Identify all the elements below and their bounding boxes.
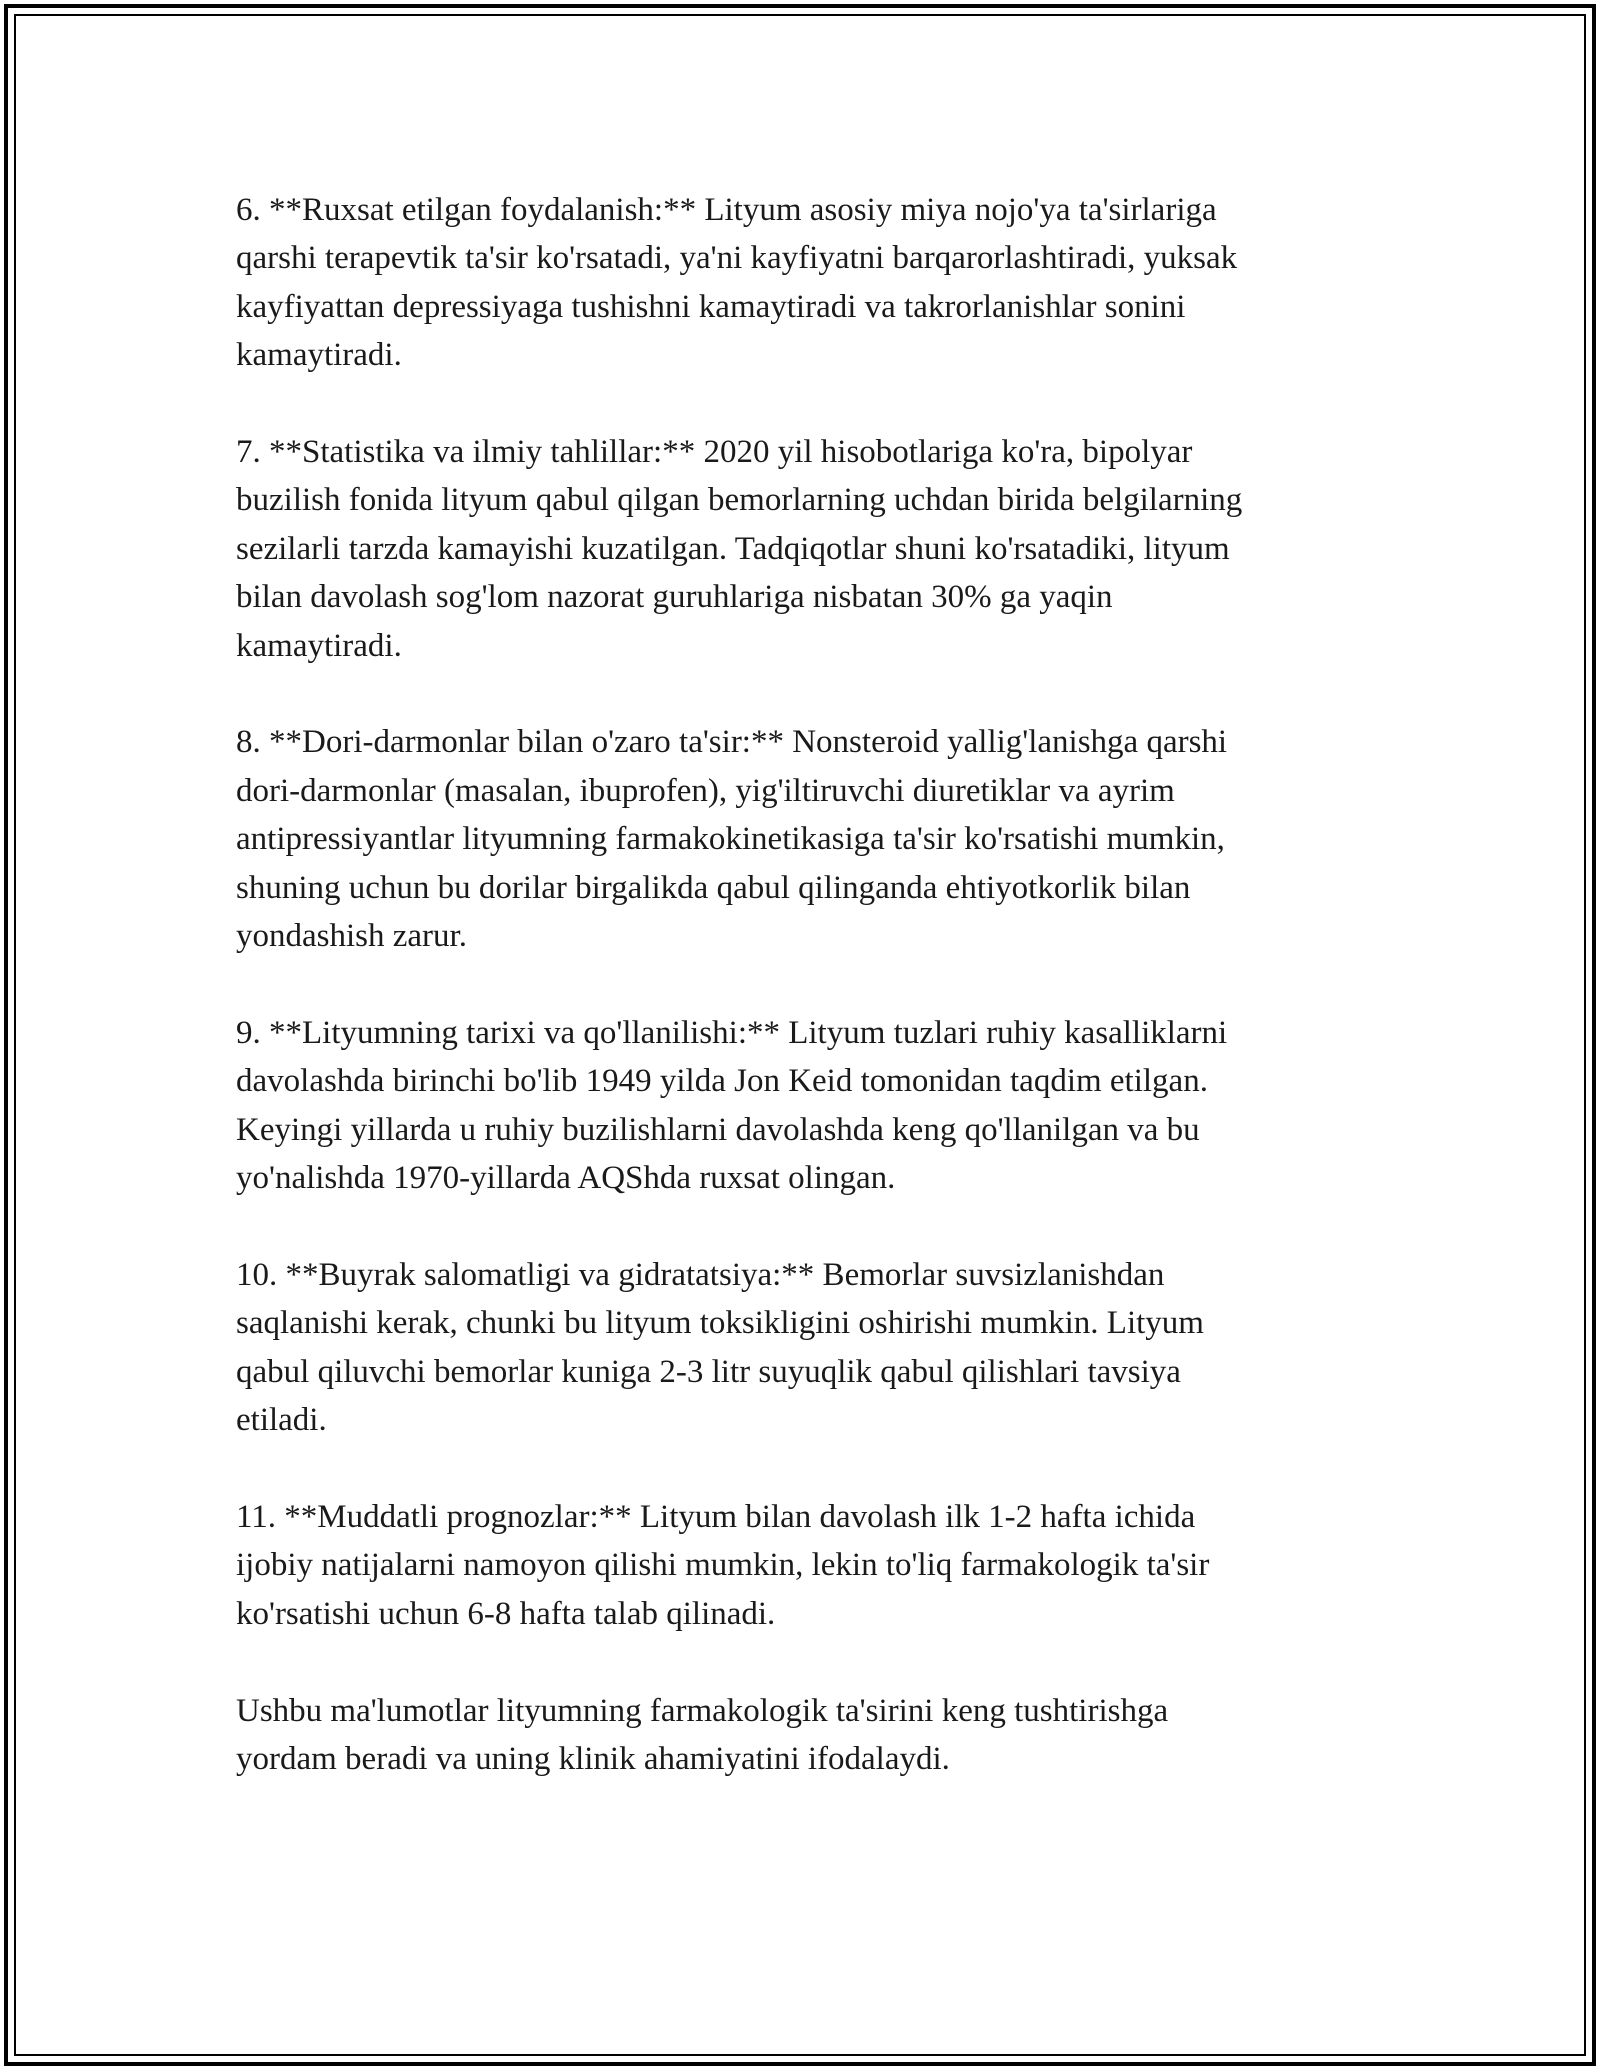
text-line: 6. **Ruxsat etilgan foydalanish:** Lityum asosiy miya nojo'ya ta'sirlariga <box>236 192 1217 228</box>
paragraph-10-kidney-health <box>236 1251 1376 1445</box>
paragraph-conclusion <box>236 1687 1376 1784</box>
text-line: Ushbu ma'lumotlar lityumning farmakologik ta'sirini keng tushtirishga <box>236 1692 1169 1729</box>
text-line: 8. **Dori-darmonlar bilan o'zaro ta'sir:** Nonsteroid yallig'lanishga qarshi <box>236 724 1228 761</box>
text-line: antipressiyantlar lityumning farmakokinetikasiga ta'sir ko'rsatishi mumkin, <box>236 821 1225 858</box>
text-line: kamaytiradi. <box>236 337 402 374</box>
text-line: yordam beradi va uning klinik ahamiyatini ifodalaydi. <box>236 1740 950 1777</box>
text-line: yo'nalishda 1970-yillarda AQShda ruxsat olingan. <box>236 1160 896 1197</box>
text-line: 10. **Buyrak salomatligi va gidratatsiya:** Bemorlar suvsizlanishdan <box>236 1256 1165 1293</box>
text-line: sezilarli tarzda kamayishi kuzatilgan. Tadqiqotlar shuni ko'rsatadiki, lityum <box>236 530 1230 567</box>
text-line: ijobiy natijalarni namoyon qilishi mumkin, lekin to'liq farmakologik ta'sir <box>236 1547 1210 1584</box>
text-line: 11. **Muddatli prognozlar:** Lityum bilan davolash ilk 1-2 hafta ichida <box>236 1498 1196 1535</box>
paragraph-8-drug-interactions <box>236 718 1376 960</box>
paragraph-7-statistics <box>236 428 1376 670</box>
document-body <box>236 186 1376 1832</box>
paragraph-11-long-term-prognosis <box>236 1493 1376 1638</box>
text-line: yondashish zarur. <box>236 918 467 955</box>
text-line: bilan davolash sog'lom nazorat guruhlariga nisbatan 30% ga yaqin <box>236 579 1113 616</box>
text-line: 9. **Lityumning tarixi va qo'llanilishi:** Lityum tuzlari ruhiy kasalliklarni <box>236 1014 1228 1051</box>
text-line: etiladi. <box>236 1402 327 1439</box>
text-line: shuning uchun bu dorilar birgalikda qabul qilinganda ehtiyotkorlik bilan <box>236 869 1191 906</box>
text-line: 7. **Statistika va ilmiy tahlillar:** 2020 yil hisobotlariga ko'ra, bipolyar <box>236 434 1193 471</box>
text-line: Keyingi yillarda u ruhiy buzilishlarni davolashda keng qo'llanilgan va bu <box>236 1111 1200 1148</box>
text-line: qarshi terapevtik ta'sir ko'rsatadi, ya'ni kayfiyatni barqarorlashtiradi, yuksak <box>236 240 1238 277</box>
text-line: davolashda birinchi bo'lib 1949 yilda Jon Keid tomonidan taqdim etilgan. <box>236 1063 1208 1100</box>
paragraph-6-permitted-use <box>236 186 1376 380</box>
text-line: saqlanishi kerak, chunki bu lityum toksikligini oshirishi mumkin. Lityum <box>236 1305 1204 1342</box>
text-line: dori-darmonlar (masalan, ibuprofen), yig'iltiruvchi diuretiklar va ayrim <box>236 772 1175 809</box>
text-line: kamaytiradi. <box>236 627 402 664</box>
text-line: qabul qiluvchi bemorlar kuniga 2-3 litr suyuqlik qabul qilishlari tavsiya <box>236 1353 1181 1390</box>
text-line: kayfiyattan depressiyaga tushishni kamaytiradi va takrorlanishlar sonini <box>236 288 1186 325</box>
text-line: ko'rsatishi uchun 6-8 hafta talab qilinadi. <box>236 1595 776 1632</box>
text-line: buzilish fonida lityum qabul qilgan bemorlarning uchdan birida belgilarning <box>236 482 1243 519</box>
paragraph-9-history <box>236 1009 1376 1203</box>
